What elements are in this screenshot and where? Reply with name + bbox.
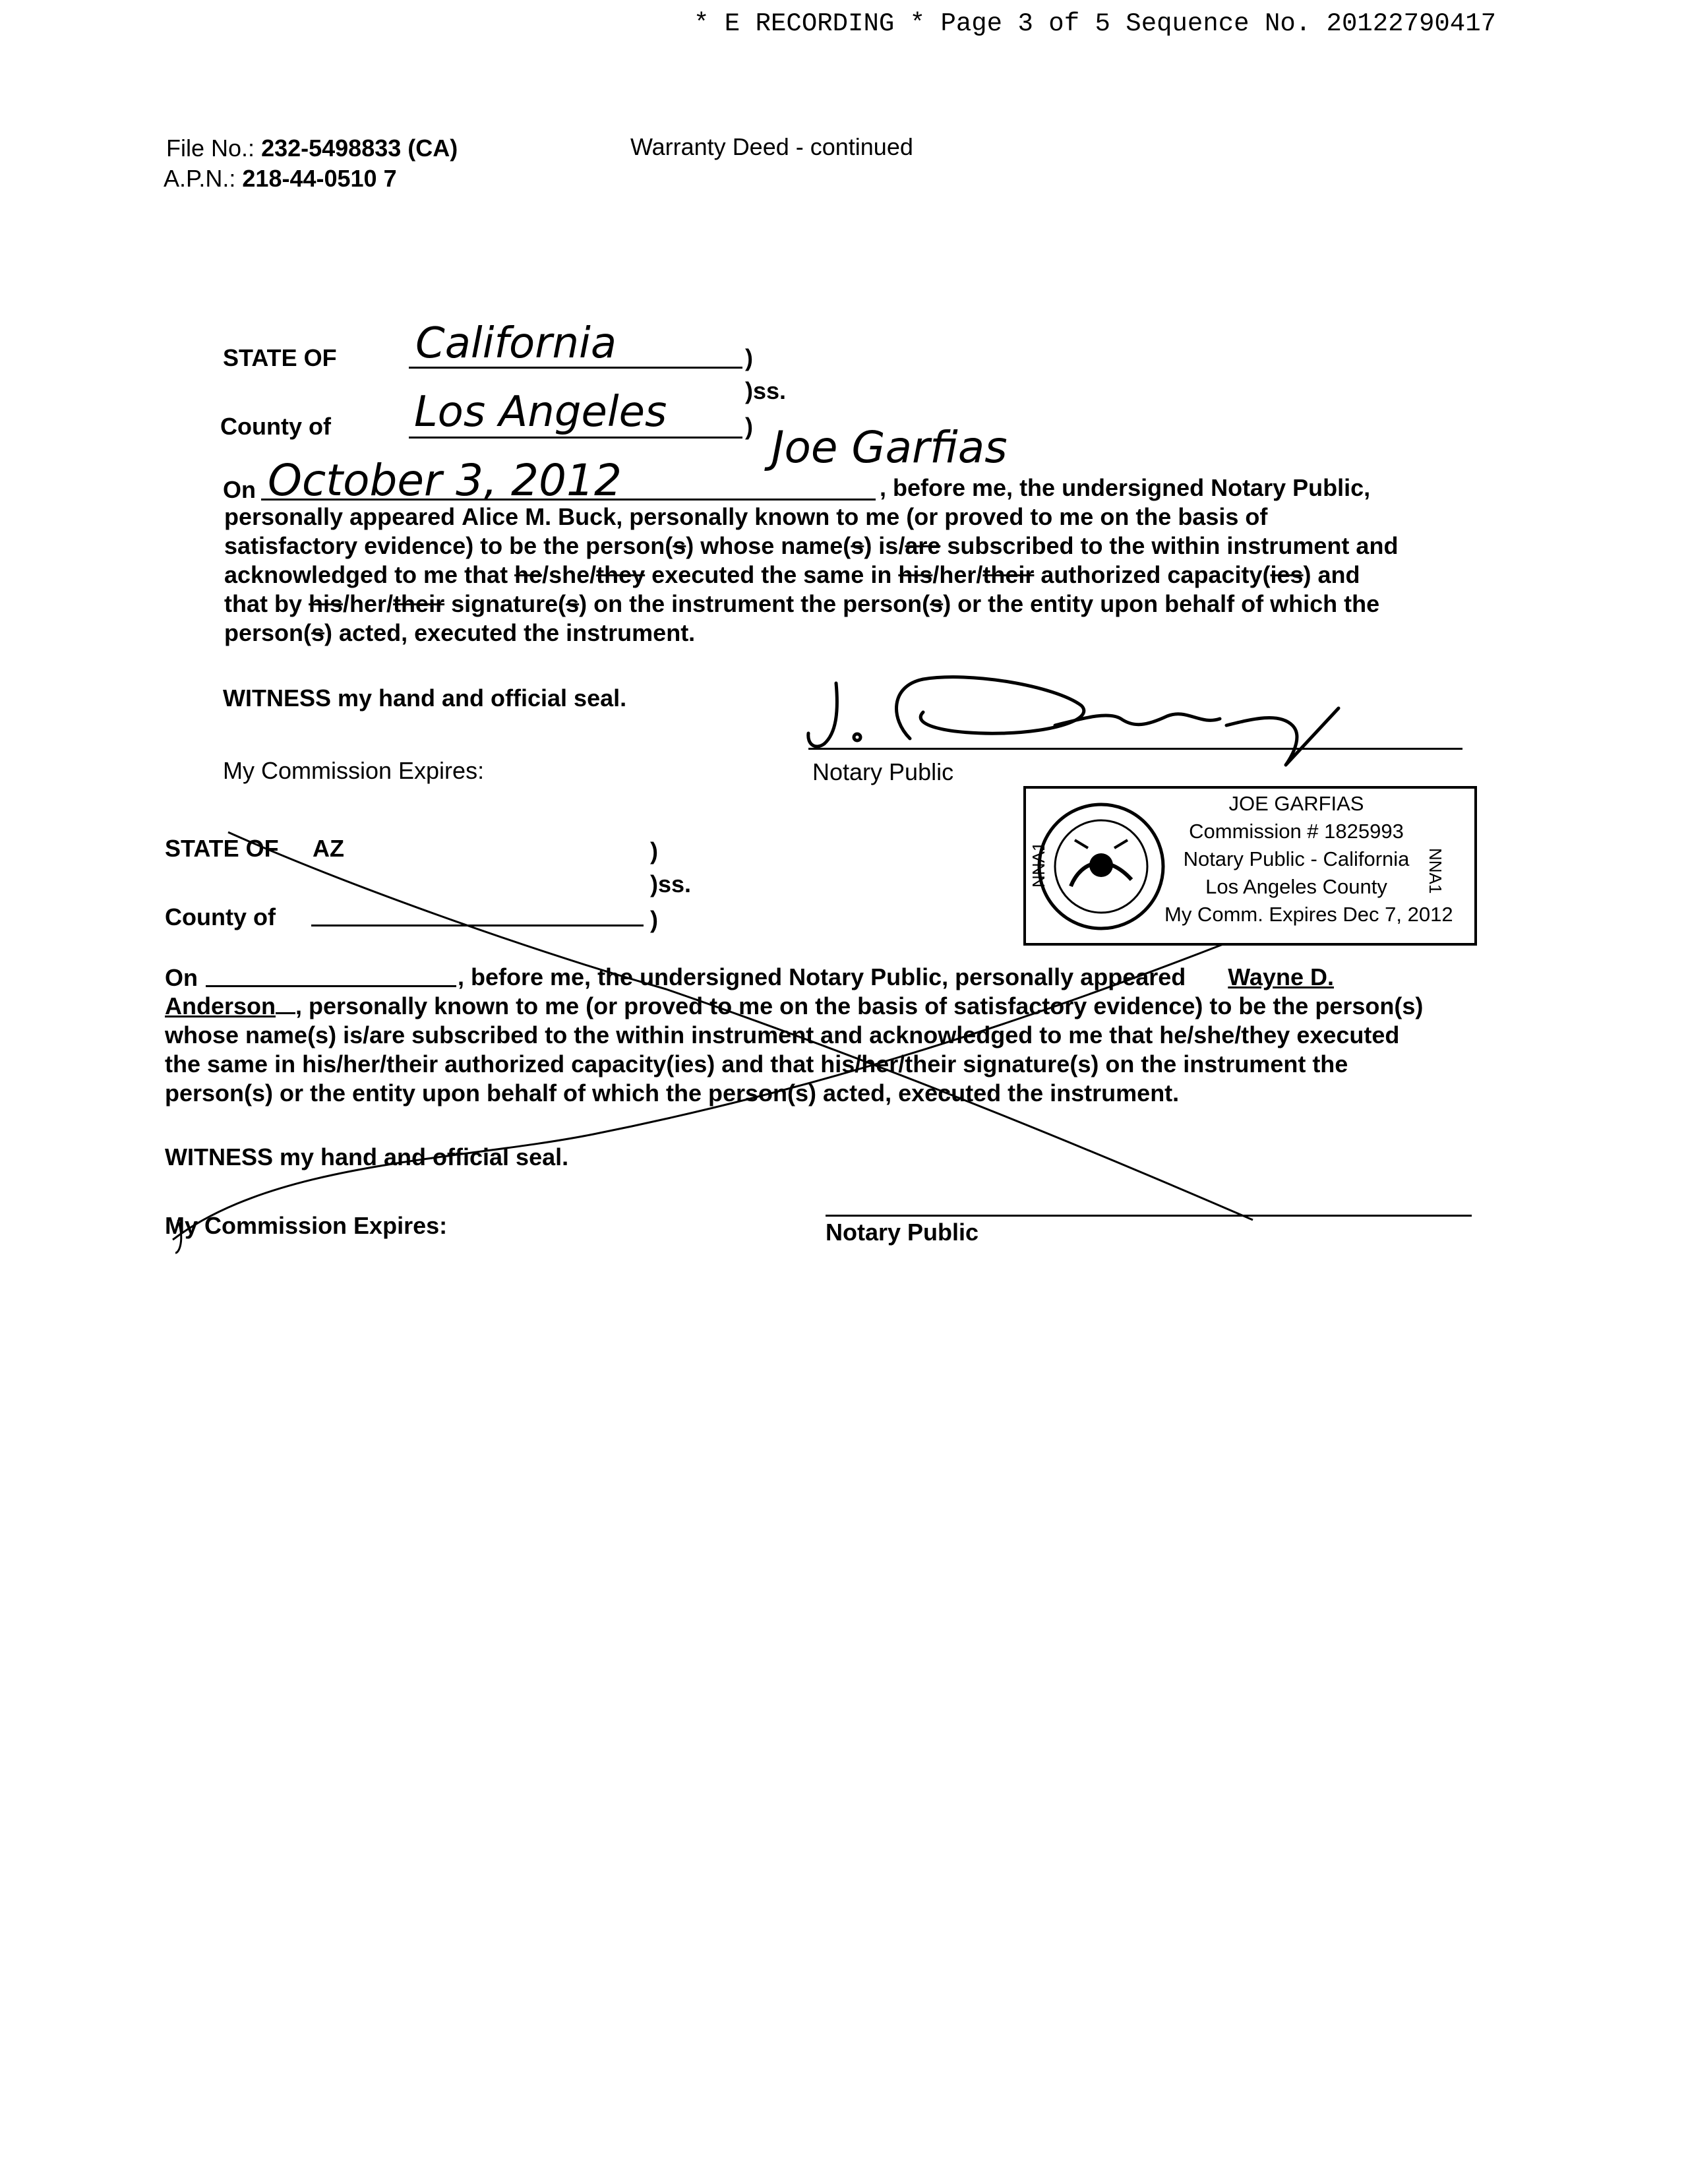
ack1-text: personally appeared: [224, 503, 462, 530]
notary-name-handwritten: Joe Garfias: [771, 422, 1008, 473]
struck-text: they: [596, 561, 646, 588]
notary-signature: [808, 677, 1339, 765]
paren: ): [745, 344, 753, 371]
seal-commission: Commission # 1825993: [1189, 820, 1404, 843]
notary-public-label: Notary Public: [812, 758, 954, 785]
seal-side-code: NNA1: [1029, 841, 1048, 888]
notary-seal: [1023, 786, 1477, 946]
ack1-text: ) acted, executed the instrument.: [324, 619, 696, 646]
struck-text: s: [930, 590, 944, 617]
ack1-text: /her/: [343, 590, 394, 617]
ack2-text: the same in his/her/their authorized capacity(ies) and that his/her/their signature(s) on the instrument the: [165, 1050, 1348, 1077]
ss-mark: )ss.: [745, 377, 787, 404]
signer-name: Alice M. Buck: [462, 503, 617, 530]
ack2-text: whose name(s) is/are subscribed to the within instrument and acknowledged to me that he/she/they executed: [165, 1021, 1400, 1048]
commission-expires: My Commission Expires:: [223, 757, 485, 784]
ack1-text: ) and: [1303, 561, 1360, 588]
ack1-text: authorized capacity(: [1034, 561, 1271, 588]
struck-text: s: [673, 532, 686, 559]
county-handwritten: Los Angeles: [414, 388, 667, 437]
ack1-text: acknowledged to me that: [224, 561, 515, 588]
signer-name-2: Anderson: [165, 992, 276, 1019]
signer-name-2: Wayne D.: [1228, 963, 1334, 990]
file-number-value: 232-5498833 (CA): [261, 135, 458, 162]
struck-text: s: [851, 532, 864, 559]
state-handwritten: California: [415, 319, 617, 368]
paren: ): [650, 906, 658, 933]
county-label-2: County of: [165, 903, 276, 930]
seal-county: Los Angeles County: [1205, 875, 1387, 898]
struck-text: his: [898, 561, 933, 588]
acknowledgment-text-2: [165, 963, 1423, 1108]
paren: ): [745, 413, 753, 440]
state-seal-icon: [1035, 801, 1167, 932]
ack1-text: subscribed to the within instrument and: [940, 532, 1399, 559]
struck-text: their: [982, 561, 1035, 588]
ack2-text: , before me, the undersigned Notary Public, personally appeared: [458, 963, 1186, 990]
ack1-text: signature(: [444, 590, 566, 617]
ss-mark-2: )ss.: [650, 870, 692, 897]
date-handwritten: October 3, 2012: [268, 455, 622, 506]
file-number-label: File No.:: [166, 135, 255, 162]
seal-side-code: NNA1: [1426, 848, 1445, 894]
struck-text: are: [905, 532, 941, 559]
state-value-2: AZ: [313, 835, 344, 862]
witness-line-2: WITNESS my hand and official seal.: [165, 1143, 569, 1170]
paren: ): [650, 837, 658, 864]
struck-text: his: [309, 590, 344, 617]
ack1-line: , before me, the undersigned Notary Public,: [880, 474, 1371, 501]
ack1-text: ) whose name(: [686, 532, 851, 559]
ack1-text: ) or the entity upon behalf of which the: [943, 590, 1380, 617]
ack1-text: , personally known to me (or proved to me on the basis of: [616, 503, 1268, 530]
struck-text: ies: [1270, 561, 1304, 588]
state-label: STATE OF: [223, 344, 337, 371]
signature-line-2: [826, 1215, 1472, 1217]
ack1-text: satisfactory evidence) to be the person(: [224, 532, 673, 559]
seal-expiration: My Comm. Expires Dec 7, 2012: [1164, 903, 1453, 926]
commission-expires-2: My Commission Expires:: [165, 1212, 448, 1239]
recording-header: * E RECORDING * Page 3 of 5 Sequence No. 20122790417: [694, 9, 1496, 38]
ack1-text: ) is/: [864, 532, 905, 559]
apn-label: A.P.N.:: [164, 165, 236, 192]
ack1-text: /she/: [542, 561, 597, 588]
seal-notary-name: JOE GARFIAS: [1228, 792, 1364, 815]
ack1-text: /her/: [932, 561, 983, 588]
struck-text: their: [393, 590, 445, 617]
ack2-text: person(s) or the entity upon behalf of which the person(s) acted, executed the instrument.: [165, 1079, 1180, 1107]
on-label: On: [223, 476, 256, 503]
state-label-2: STATE OF: [165, 835, 279, 862]
ack2-text: , personally known to me (or proved to me on the basis of satisfactory evidence) to be the person(s): [295, 992, 1424, 1019]
document-title: Warranty Deed - continued: [630, 133, 913, 160]
witness-line: WITNESS my hand and official seal.: [223, 684, 627, 712]
struck-text: s: [566, 590, 580, 617]
notary-public-label-2: Notary Public: [826, 1219, 979, 1246]
struck-text: s: [311, 619, 325, 646]
struck-text: he: [514, 561, 543, 588]
ack1-text: ) on the instrument the person(: [579, 590, 930, 617]
ack1-text: person(: [224, 619, 312, 646]
ack1-text: that by: [224, 590, 309, 617]
ack1-text: executed the same in: [645, 561, 899, 588]
apn-value: 218-44-0510 7: [242, 165, 397, 192]
on-label-2: On: [165, 964, 198, 991]
county-label: County of: [220, 413, 331, 440]
county-line-2: [311, 925, 644, 926]
seal-title: Notary Public - California: [1183, 847, 1410, 870]
